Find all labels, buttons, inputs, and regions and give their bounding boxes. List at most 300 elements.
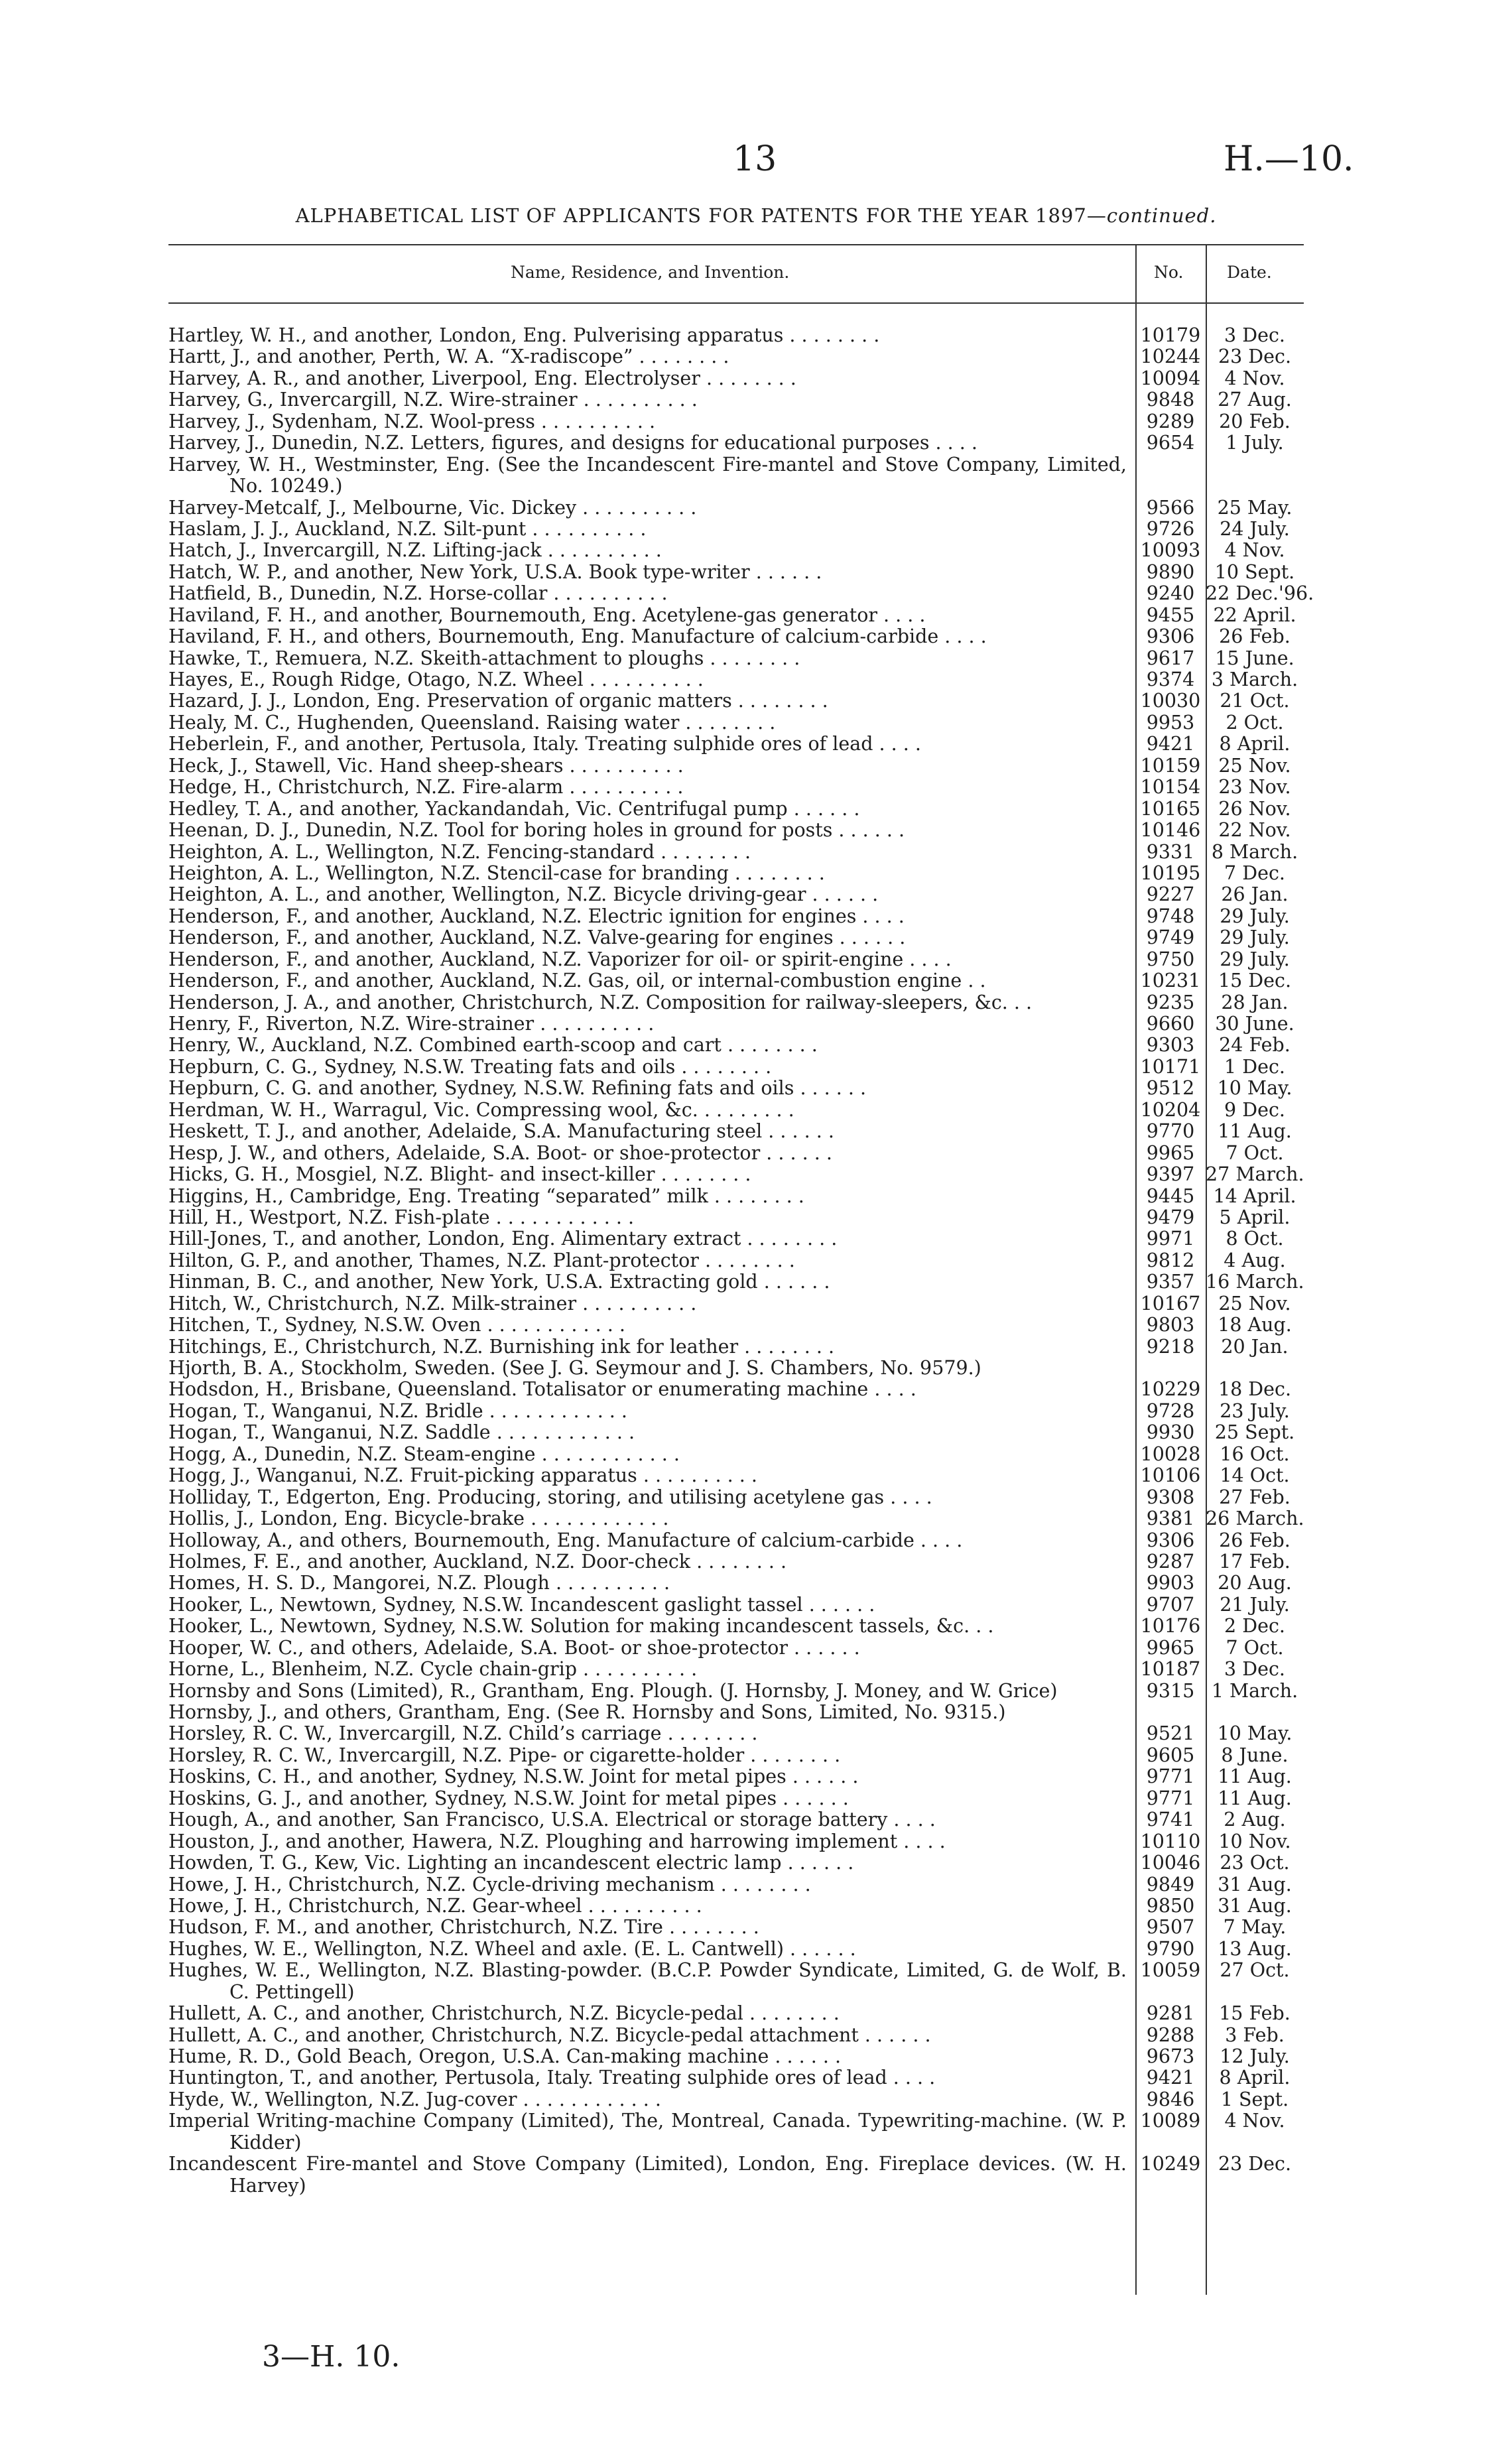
patent-number: 10249 (1140, 2153, 1201, 2175)
list-row (0, 540, 1512, 561)
list-row (0, 1551, 1512, 1573)
list-row (0, 1530, 1512, 1551)
patent-date: 12 July. (1220, 2045, 1290, 2068)
patent-number: 10176 (1140, 1615, 1201, 1638)
patent-number: 10030 (1140, 690, 1201, 712)
list-row (0, 1100, 1512, 1121)
patent-date: 31 Aug. (1218, 1894, 1292, 1917)
list-title (0, 204, 1512, 227)
patent-number: 9770 (1146, 1120, 1195, 1143)
applicant-entry: Horsley, R. C. W., Invercargill, N.Z. Pipe- or cigarette-holder . . . . . . . . (168, 1744, 841, 1766)
applicant-entry: Harvey, W. H., Westminster, Eng. (See the Incandescent Fire-mantel and Stove Company, Limited, No. 10249.) (168, 454, 1127, 497)
patent-date: 21 Oct. (1220, 690, 1290, 712)
page-number: 13 (733, 139, 777, 179)
patent-number: 9566 (1146, 496, 1195, 519)
list-row (0, 712, 1512, 734)
patent-number: 10179 (1140, 324, 1201, 346)
applicant-entry: Hesp, J. W., and others, Adelaide, S.A. Boot- or shoe-protector . . . . . . (168, 1142, 832, 1164)
patent-number: 9306 (1146, 1529, 1195, 1551)
patent-number: 9605 (1146, 1744, 1195, 1766)
patent-number: 9479 (1146, 1206, 1195, 1228)
applicant-entry: Haviland, F. H., and another, Bournemouth, Eng. Acetylene-gas generator . . . . (168, 604, 926, 626)
list-row (0, 1401, 1512, 1422)
patent-date: 11 Aug. (1218, 1766, 1292, 1788)
patent-number: 9421 (1146, 2067, 1195, 2089)
patent-date: 26 Nov. (1218, 797, 1291, 820)
applicant-entry: Holmes, F. E., and another, Auckland, N.Z. Door-check . . . . . . . . (168, 1551, 787, 1573)
patent-date: 27 March. (1206, 1163, 1304, 1186)
patent-number: 9771 (1146, 1787, 1195, 1809)
applicant-entry: Herdman, W. H., Warragul, Vic. Compressing wool, &c. . . . . . . . . (168, 1099, 794, 1121)
applicant-entry: Harvey, G., Invercargill, N.Z. Wire-strainer . . . . . . . . . . (168, 389, 698, 411)
patent-date: 10 May. (1217, 1722, 1292, 1745)
list-row (0, 626, 1512, 647)
applicant-entry: Hullett, A. C., and another, Christchurch, N.Z. Bicycle-pedal attachment . . . . . . (168, 2024, 931, 2046)
list-row (0, 1228, 1512, 1250)
applicant-entry: Henderson, J. A., and another, Christchurch, N.Z. Composition for railway-sleepers, &c. . . (168, 992, 1033, 1013)
patent-date: 7 Dec. (1224, 862, 1285, 884)
patent-number: 10195 (1140, 862, 1201, 884)
applicant-entry: Hughes, W. E., Wellington, N.Z. Wheel and axle. (E. L. Cantwell) . . . . . . (168, 1938, 856, 1960)
patent-date: 10 Nov. (1218, 1830, 1291, 1852)
list-row (0, 1788, 1512, 1809)
list-row (0, 648, 1512, 669)
applicant-entry: Hogg, J., Wanganui, N.Z. Fruit-picking apparatus . . . . . . . . . . (168, 1465, 757, 1487)
patent-date: 8 June. (1221, 1744, 1289, 1766)
patent-date: 15 Feb. (1219, 2002, 1291, 2025)
list-row (0, 1723, 1512, 1744)
patent-date: 25 Sept. (1214, 1421, 1295, 1444)
list-title-main: ALPHABETICAL LIST OF APPLICANTS FOR PATENTS FOR THE YEAR 1897— (295, 204, 1107, 227)
list-row (0, 1616, 1512, 1637)
applicant-entry: Hjorth, B. A., Stockholm, Sweden. (See J. G. Seymour and J. S. Chambers, No. 9579.) (168, 1358, 981, 1380)
list-row (0, 1078, 1512, 1099)
patent-number: 10244 (1140, 346, 1201, 368)
list-row (0, 669, 1512, 690)
patent-number: 9741 (1146, 1809, 1195, 1831)
patent-number: 10171 (1140, 1055, 1201, 1078)
patent-number: 9849 (1146, 1873, 1195, 1896)
patent-number: 10187 (1140, 1658, 1201, 1681)
list-row (0, 1960, 1512, 2003)
patent-number: 10231 (1140, 970, 1201, 992)
list-row (0, 583, 1512, 604)
applicant-entry: Heberlein, F., and another, Pertusola, Italy. Treating sulphide ores of lead . . . . (168, 734, 921, 755)
list-row (0, 1766, 1512, 1787)
list-row (0, 325, 1512, 346)
applicant-entry: Hicks, G. H., Mosgiel, N.Z. Blight- and insect-killer . . . . . . . . (168, 1164, 751, 1186)
patent-date: 8 March. (1211, 840, 1298, 863)
patent-number: 10146 (1140, 819, 1201, 842)
patent-date: 2 Dec. (1224, 1615, 1285, 1638)
list-row (0, 1896, 1512, 1917)
list-row (0, 1250, 1512, 1271)
patent-number: 9512 (1146, 1077, 1195, 1100)
patent-number: 9953 (1146, 711, 1195, 734)
list-row (0, 1207, 1512, 1228)
patent-number: 10094 (1140, 367, 1201, 389)
list-row (0, 1594, 1512, 1616)
patent-number: 10229 (1140, 1378, 1201, 1401)
list-row (0, 368, 1512, 389)
applicant-entry: Hoskins, G. J., and another, Sydney, N.S.W. Joint for metal pipes . . . . . . (168, 1787, 849, 1809)
patent-date: 3 Feb. (1225, 2024, 1285, 2046)
patent-date: 23 Nov. (1218, 776, 1291, 799)
patent-number: 9308 (1146, 1486, 1195, 1508)
patent-number: 9617 (1146, 647, 1195, 669)
applicant-entry: Hatfield, B., Dunedin, N.Z. Horse-collar . . . . . . . . . . (168, 583, 668, 605)
patent-number: 9218 (1146, 1335, 1195, 1358)
applicant-entry: Horne, L., Blenheim, N.Z. Cycle chain-grip . . . . . . . . . . (168, 1659, 698, 1681)
list-row (0, 497, 1512, 519)
patent-number: 9455 (1146, 604, 1195, 626)
applicant-entry: Healy, M. C., Hughenden, Queensland. Raising water . . . . . . . . (168, 712, 776, 734)
patent-date: 20 Aug. (1218, 1572, 1292, 1594)
patent-date: 17 Feb. (1219, 1550, 1291, 1573)
patent-date: 22 April. (1213, 604, 1296, 626)
patent-date: 26 Feb. (1219, 1529, 1291, 1551)
patent-number: 9289 (1146, 410, 1195, 432)
patent-number: 9848 (1146, 389, 1195, 411)
patent-number: 9971 (1146, 1228, 1195, 1250)
list-row (0, 1831, 1512, 1852)
list-row (0, 1013, 1512, 1035)
applicant-entry: Hullett, A. C., and another, Christchurch, N.Z. Bicycle-pedal . . . . . . . . (168, 2003, 840, 2025)
list-row (0, 820, 1512, 841)
list-row (0, 2046, 1512, 2067)
patent-number: 9306 (1146, 625, 1195, 648)
applicant-entry: Heskett, T. J., and another, Adelaide, S.A. Manufacturing steel . . . . . . (168, 1121, 834, 1143)
applicant-entry: Henderson, F., and another, Auckland, N.Z. Vaporizer for oil- or spirit-engine . . . . (168, 948, 952, 970)
applicant-list (0, 325, 1512, 2197)
applicant-entry: Holloway, A., and others, Bournemouth, Eng. Manufacture of calcium-carbide . . . . (168, 1529, 963, 1551)
applicant-entry: Hill-Jones, T., and another, London, Eng. Alimentary extract . . . . . . . . (168, 1228, 838, 1250)
document-code: H.—10. (1224, 139, 1354, 179)
patent-number: 9331 (1146, 840, 1195, 863)
applicant-entry: Hatch, J., Invercargill, N.Z. Lifting-jack . . . . . . . . . . (168, 540, 662, 562)
column-header-date: Date. (1227, 263, 1272, 282)
list-row (0, 605, 1512, 626)
patent-number: 9707 (1146, 1593, 1195, 1616)
list-row (0, 1465, 1512, 1486)
patent-number: 9303 (1146, 1034, 1195, 1057)
patent-number: 10093 (1140, 539, 1201, 562)
patent-date: 1 Dec. (1224, 1055, 1285, 1078)
patent-date: 7 Oct. (1226, 1636, 1284, 1659)
applicant-entry: Hatch, W. P., and another, New York, U.S.A. Book type-writer . . . . . . (168, 561, 822, 583)
patent-number: 10154 (1140, 776, 1201, 799)
applicant-entry: Harvey, J., Dunedin, N.Z. Letters, figures, and designs for educational purposes . . . . (168, 432, 977, 454)
column-header-no: No. (1154, 263, 1184, 282)
patent-date: 18 Aug. (1218, 1314, 1292, 1336)
patent-date: 5 April. (1219, 1206, 1291, 1228)
patent-date: 22 Nov. (1218, 819, 1291, 842)
patent-number: 10028 (1140, 1443, 1201, 1465)
patent-date: 23 July. (1220, 1399, 1290, 1422)
applicant-entry: Henry, W., Auckland, N.Z. Combined earth-scoop and cart . . . . . . . . (168, 1035, 818, 1057)
applicant-entry: Hooker, L., Newtown, Sydney, N.S.W. Incandescent gaslight tassel . . . . . . (168, 1594, 875, 1616)
applicant-entry: Hooker, L., Newtown, Sydney, N.S.W. Solution for making incandescent tassels, &c. . . (168, 1616, 994, 1638)
applicant-entry: Hyde, W., Wellington, N.Z. Jug-cover . . . . . . . . . . . . (168, 2089, 661, 2110)
applicant-entry: Howden, T. G., Kew, Vic. Lighting an incandescent electric lamp . . . . . . (168, 1852, 854, 1874)
applicant-entry: Henderson, F., and another, Auckland, N.Z. Valve-gearing for engines . . . . . . (168, 927, 906, 949)
applicant-entry: Hoskins, C. H., and another, Sydney, N.S.W. Joint for metal pipes . . . . . . (168, 1766, 859, 1788)
applicant-entry: Hodsdon, H., Brisbane, Queensland. Totalisator or enumerating machine . . . . (168, 1379, 916, 1401)
applicant-entry: Houston, J., and another, Hawera, N.Z. Ploughing and harrowing implement . . . . (168, 1831, 946, 1852)
applicant-entry: Hilton, G. P., and another, Thames, N.Z. Plant-protector . . . . . . . . (168, 1250, 795, 1271)
list-row (0, 1745, 1512, 1766)
list-row (0, 842, 1512, 863)
patent-date: 10 May. (1217, 1077, 1292, 1100)
patent-number: 9748 (1146, 905, 1195, 927)
list-row (0, 2067, 1512, 2089)
patent-date: 18 Dec. (1218, 1378, 1292, 1401)
patent-date: 1 July. (1226, 432, 1284, 454)
patent-number: 10059 (1140, 1959, 1201, 1982)
applicant-entry: Hill, H., Westport, N.Z. Fish-plate . . . . . . . . . . . . (168, 1206, 635, 1228)
applicant-entry: Hume, R. D., Gold Beach, Oregon, U.S.A. Can-making machine . . . . . . (168, 2046, 842, 2068)
patent-number: 9654 (1146, 432, 1195, 454)
applicant-entry: Holliday, T., Edgerton, Eng. Producing, storing, and utilising acetylene gas . . . . (168, 1486, 932, 1508)
patent-number: 10106 (1140, 1464, 1201, 1487)
applicant-entry: Henderson, F., and another, Auckland, N.Z. Electric ignition for engines . . . . (168, 905, 905, 927)
applicant-entry: Hogan, T., Wanganui, N.Z. Bridle . . . . . . . . . . . . (168, 1400, 627, 1422)
list-row (0, 1121, 1512, 1142)
patent-number: 9288 (1146, 2024, 1195, 2046)
patent-date: 3 March. (1211, 669, 1298, 691)
applicant-entry: Heighton, A. L., Wellington, N.Z. Stencil-case for branding . . . . . . . . (168, 862, 825, 884)
patent-number: 9445 (1146, 1185, 1195, 1207)
patent-number: 9903 (1146, 1572, 1195, 1594)
patent-date: 14 April. (1213, 1185, 1296, 1207)
list-row (0, 1293, 1512, 1315)
patent-date: 1 March. (1211, 1679, 1298, 1702)
applicant-entry: Hollis, J., London, Eng. Bicycle-brake . . . . . . . . . . . . (168, 1508, 669, 1530)
list-row (0, 2003, 1512, 2024)
list-row (0, 1379, 1512, 1400)
patent-number: 9749 (1146, 927, 1195, 949)
list-row (0, 1917, 1512, 1938)
patent-number: 9890 (1146, 560, 1195, 583)
list-row (0, 1939, 1512, 1960)
list-row (0, 1444, 1512, 1465)
patent-date: 25 Nov. (1218, 1292, 1291, 1315)
patent-date: 7 Oct. (1226, 1141, 1284, 1164)
patent-number: 9240 (1146, 582, 1195, 605)
applicant-entry: Hartley, W. H., and another, London, Eng. Pulverising apparatus . . . . . . . . (168, 325, 880, 346)
header-rule-bottom (168, 302, 1304, 304)
list-title-continued: continued. (1106, 204, 1217, 227)
applicant-entry: Hedge, H., Christchurch, N.Z. Fire-alarm . . . . . . . . . . (168, 777, 684, 799)
applicant-entry: Heighton, A. L., Wellington, N.Z. Fencing-standard . . . . . . . . (168, 841, 751, 863)
list-row (0, 1874, 1512, 1896)
applicant-entry: Hogan, T., Wanganui, N.Z. Saddle . . . . . . . . . . . . (168, 1422, 635, 1444)
list-row (0, 2025, 1512, 2046)
list-row (0, 906, 1512, 927)
applicant-entry: Heenan, D. J., Dunedin, N.Z. Tool for boring holes in ground for posts . . . . . . (168, 820, 905, 842)
patent-number: 9374 (1146, 669, 1195, 691)
list-row (0, 927, 1512, 948)
applicant-entry: Howe, J. H., Christchurch, N.Z. Gear-wheel . . . . . . . . . . (168, 1895, 702, 1917)
applicant-entry: Harvey, A. R., and another, Liverpool, Eng. Electrolyser . . . . . . . . (168, 367, 796, 389)
applicant-entry: Hazard, J. J., London, Eng. Preservation of organic matters . . . . . . . . (168, 690, 828, 712)
patent-number: 9673 (1146, 2045, 1195, 2068)
list-row (0, 1186, 1512, 1207)
patent-number: 9728 (1146, 1399, 1195, 1422)
patent-date: 3 Dec. (1224, 324, 1285, 346)
patent-date: 21 July. (1220, 1593, 1290, 1616)
patent-date: 24 Feb. (1219, 1034, 1291, 1057)
applicant-entry: Haslam, J. J., Auckland, N.Z. Silt-punt . . . . . . . . . . (168, 518, 647, 540)
patent-date: 15 June. (1215, 647, 1294, 669)
patent-date: 25 May. (1217, 496, 1292, 519)
patent-number: 9521 (1146, 1722, 1195, 1745)
applicant-entry: Harvey-Metcalf, J., Melbourne, Vic. Dickey . . . . . . . . . . (168, 497, 697, 519)
patent-date: 23 Oct. (1220, 1852, 1290, 1874)
list-row (0, 1573, 1512, 1594)
patent-number: 9771 (1146, 1766, 1195, 1788)
applicant-entry: Hepburn, C. G., Sydney, N.S.W. Treating fats and oils . . . . . . . . (168, 1056, 772, 1078)
list-row (0, 1035, 1512, 1056)
patent-date: 22 Dec.'96. (1206, 582, 1314, 605)
applicant-entry: Henry, F., Riverton, N.Z. Wire-strainer . . . . . . . . . . (168, 1013, 655, 1035)
list-row (0, 1143, 1512, 1164)
applicant-entry: Hitch, W., Christchurch, N.Z. Milk-strainer . . . . . . . . . . (168, 1293, 697, 1315)
patent-date: 28 Jan. (1221, 991, 1289, 1013)
list-row (0, 2089, 1512, 2110)
patent-number: 9965 (1146, 1141, 1195, 1164)
patent-date: 4 Nov. (1224, 539, 1285, 562)
patent-date: 8 April. (1219, 2067, 1291, 2089)
patent-number: 9930 (1146, 1421, 1195, 1444)
patent-date: 29 July. (1220, 948, 1290, 970)
patent-date: 29 July. (1220, 905, 1290, 927)
applicant-entry: Hughes, W. E., Wellington, N.Z. Blasting-powder. (B.C.P. Powder Syndicate, Limited, G. de Wolf, B. C. Pettingell) (168, 1960, 1127, 2003)
patent-date: 26 Jan. (1221, 883, 1289, 906)
applicant-entry: Hepburn, C. G. and another, Sydney, N.S.W. Refining fats and oils . . . . . . (168, 1078, 867, 1100)
applicant-entry: Henderson, F., and another, Auckland, N.Z. Gas, oil, or internal-combustion engine . . (168, 970, 986, 992)
patent-date: 4 Aug. (1224, 1249, 1286, 1271)
list-row (0, 1659, 1512, 1680)
patent-date: 23 Dec. (1218, 2153, 1292, 2175)
patent-number: 9381 (1146, 1508, 1195, 1530)
patent-number: 10110 (1140, 1830, 1201, 1852)
column-header-name: Name, Residence, and Invention. (511, 263, 790, 282)
patent-number: 9227 (1146, 883, 1195, 906)
applicant-entry: Harvey, J., Sydenham, N.Z. Wool-press . . . . . . . . . . (168, 411, 656, 432)
list-row (0, 690, 1512, 712)
list-row (0, 799, 1512, 820)
patent-number: 9812 (1146, 1249, 1195, 1271)
patent-number: 9357 (1146, 1271, 1195, 1293)
applicant-entry: Hartt, J., and another, Perth, W. A. “X-radiscope” . . . . . . . . (168, 346, 729, 368)
list-row (0, 1358, 1512, 1379)
patent-number: 9235 (1146, 991, 1195, 1013)
patent-number: 9965 (1146, 1636, 1195, 1659)
applicant-entry: Hitchings, E., Christchurch, N.Z. Burnishing ink for leather . . . . . . . . (168, 1336, 835, 1358)
patent-number: 9660 (1146, 1013, 1195, 1035)
list-row (0, 1809, 1512, 1831)
patent-number: 9790 (1146, 1937, 1195, 1960)
list-row (0, 863, 1512, 884)
list-row (0, 519, 1512, 540)
patent-date: 13 Aug. (1218, 1937, 1292, 1960)
list-row (0, 884, 1512, 905)
applicant-entry: Hawke, T., Remuera, N.Z. Skeith-attachment to ploughs . . . . . . . . (168, 647, 800, 669)
patent-date: 16 March. (1206, 1271, 1304, 1293)
footer-signature: 3—H. 10. (262, 2340, 401, 2374)
patent-number: 10167 (1140, 1292, 1201, 1315)
patent-number: 10089 (1140, 2110, 1201, 2132)
applicant-entry: Higgins, H., Cambridge, Eng. Treating “separated” milk . . . . . . . . (168, 1185, 804, 1207)
list-row (0, 777, 1512, 798)
patent-date: 25 Nov. (1218, 754, 1291, 777)
applicant-entry: Hooper, W. C., and others, Adelaide, S.A. Boot- or shoe-protector . . . . . . (168, 1637, 860, 1659)
applicant-entry: Hedley, T. A., and another, Yackandandah, Vic. Centrifugal pump . . . . . . (168, 798, 860, 820)
applicant-entry: Hinman, B. C., and another, New York, U.S.A. Extracting gold . . . . . . (168, 1271, 830, 1293)
list-row (0, 734, 1512, 755)
patent-date: 16 Oct. (1220, 1443, 1290, 1465)
applicant-entry: Horsley, R. C. W., Invercargill, N.Z. Child’s carriage . . . . . . . . (168, 1723, 758, 1745)
patent-date: 4 Nov. (1224, 2110, 1285, 2132)
patent-date: 29 July. (1220, 927, 1290, 949)
applicant-entry: Haviland, F. H., and others, Bournemouth, Eng. Manufacture of calcium-carbide . . . . (168, 626, 987, 648)
patent-number: 9507 (1146, 1916, 1195, 1939)
list-row (0, 1422, 1512, 1443)
list-row (0, 755, 1512, 777)
patent-date: 27 Aug. (1218, 389, 1292, 411)
patent-date: 10 Sept. (1214, 560, 1295, 583)
patent-number: 9287 (1146, 1550, 1195, 1573)
header-rule-top (168, 244, 1304, 245)
list-row (0, 949, 1512, 970)
list-row (0, 1487, 1512, 1508)
patent-date: 8 April. (1219, 733, 1291, 755)
patent-date: 24 July. (1220, 517, 1290, 540)
list-row (0, 1638, 1512, 1659)
list-row (0, 432, 1512, 454)
patent-date: 27 Feb. (1219, 1486, 1291, 1508)
patent-date: 20 Jan. (1221, 1335, 1289, 1358)
applicant-entry: Heck, J., Stawell, Vic. Hand sheep-shears . . . . . . . . . . (168, 755, 684, 777)
patent-date: 11 Aug. (1218, 1120, 1292, 1143)
patent-date: 27 Oct. (1220, 1959, 1290, 1982)
patent-number: 9846 (1146, 2088, 1195, 2110)
patent-date: 26 March. (1206, 1508, 1304, 1530)
list-row (0, 1508, 1512, 1529)
patent-date: 3 Dec. (1224, 1658, 1285, 1681)
patent-number: 9281 (1146, 2002, 1195, 2025)
applicant-entry: Heighton, A. L., and another, Wellington, N.Z. Bicycle driving-gear . . . . . . (168, 884, 879, 906)
list-row (0, 1164, 1512, 1185)
patent-date: 20 Feb. (1219, 410, 1291, 432)
applicant-entry: Hudson, F. M., and another, Christchurch, N.Z. Tire . . . . . . . . (168, 1917, 759, 1939)
patent-number: 9750 (1146, 948, 1195, 970)
patent-number: 9315 (1146, 1679, 1195, 1702)
applicant-entry: Hayes, E., Rough Ridge, Otago, N.Z. Wheel . . . . . . . . . . (168, 669, 704, 691)
patent-date: 23 Dec. (1218, 346, 1292, 368)
applicant-entry: Homes, H. S. D., Mangorei, N.Z. Plough . . . . . . . . . . (168, 1573, 670, 1594)
patent-number: 10046 (1140, 1852, 1201, 1874)
list-row (0, 454, 1512, 497)
list-row (0, 970, 1512, 992)
applicant-entry: Hornsby and Sons (Limited), R., Grantham, Eng. Plough. (J. Hornsby, J. Money, and W. Grice) (168, 1680, 1058, 1702)
applicant-entry: Incandescent Fire-mantel and Stove Company (Limited), London, Eng. Fireplace devices. (W. H. Harvey) (168, 2154, 1127, 2197)
list-row (0, 562, 1512, 583)
patent-date: 11 Aug. (1218, 1787, 1292, 1809)
patent-date: 7 May. (1223, 1916, 1287, 1939)
patent-number: 10204 (1140, 1098, 1201, 1121)
